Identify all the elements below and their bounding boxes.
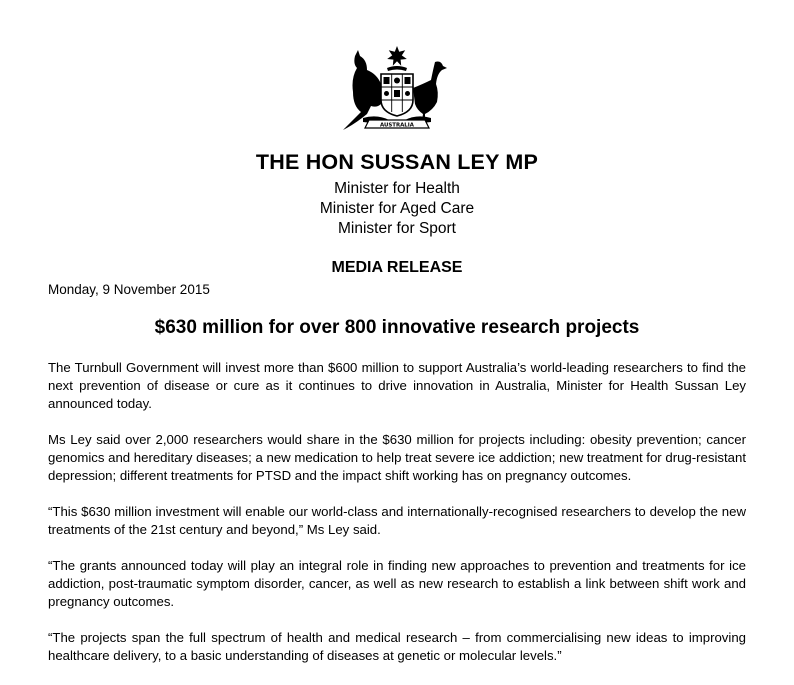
body-paragraph: “The projects span the full spectrum of health and medical research – from commercialising new ideas to improving healthcare delivery, to a basic understanding of diseases at genetic or molecular levels.” <box>48 630 746 663</box>
body-paragraph: Ms Ley said over 2,000 researchers would share in the $630 million for projects including: obesity prevention; cancer genomics and hereditary diseases; a new medication to help treat severe ice addiction; new treatment for drug-resistant depression; different treatments for PTSD and the impact shift working has on pregnancy outcomes. <box>48 432 746 483</box>
body-paragraph: “This $630 million investment will enable our world-class and internationally-recognised researchers to develop the new treatments of the 21st century and beyond,” Ms Ley said. <box>48 504 746 537</box>
release-body <box>48 359 746 683</box>
portfolio-health: Minister for Health <box>334 180 460 197</box>
body-paragraph: “The grants announced today will play an integral role in finding new approaches to prevention and treatments for ice addiction, post-traumatic symptom disorder, cancer, as well as new research to establish a link between shift work and pregnancy outcomes. <box>48 558 746 609</box>
portfolio-aged-care: Minister for Aged Care <box>319 200 475 217</box>
crest-scroll-text: AUSTRALIA <box>380 122 414 129</box>
portfolio-sport: Minister for Sport <box>337 220 456 237</box>
minister-name: THE HON SUSSAN LEY MP <box>255 150 539 174</box>
release-date: Monday, 9 November 2015 <box>48 282 210 297</box>
body-paragraph: The Turnbull Government will invest more than $600 million to support Australia’s world-leading researchers to find the next prevention of disease or cure as it continues to drive innovation in Australia, Minister for Health Sussan Ley announced today. <box>48 360 746 411</box>
release-type: MEDIA RELEASE <box>331 259 463 276</box>
headline: $630 million for over 800 innovative research projects <box>154 317 640 338</box>
australian-coat-of-arms-icon <box>337 44 457 134</box>
